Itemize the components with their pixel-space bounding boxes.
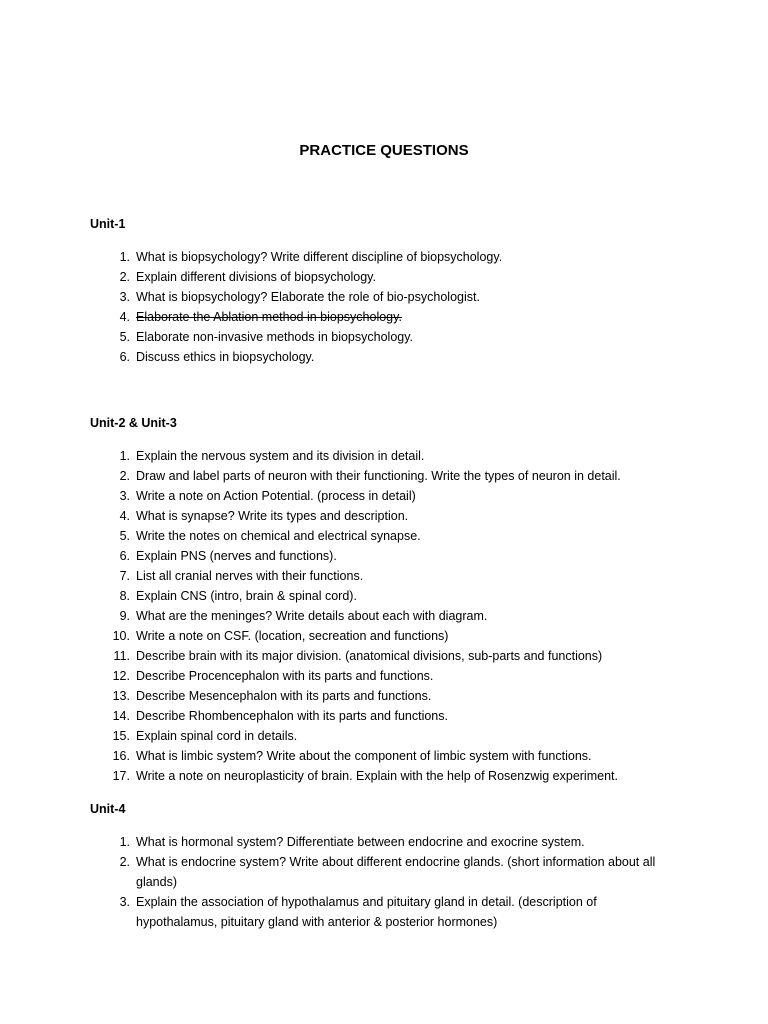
- question-text: What is limbic system? Write about the component of limbic system with functions.: [136, 749, 592, 763]
- question-text: Explain the association of hypothalamus and pituitary gland in detail. (description of hypothalamus, pituitary gland with anterior & posterior hormones): [136, 895, 597, 929]
- unit-1-question-list: [0, 247, 768, 367]
- question-item: [0, 327, 768, 347]
- unit-4-question-list: [0, 832, 768, 932]
- question-number: 15.: [112, 729, 130, 743]
- unit-4-heading: Unit-4: [90, 802, 126, 816]
- question-number: 11.: [113, 649, 130, 663]
- question-number: 2.: [119, 270, 130, 284]
- question-text: Write the notes on chemical and electrical synapse.: [136, 529, 421, 543]
- question-text: Explain CNS (intro, brain & spinal cord).: [136, 589, 357, 603]
- question-number: 5.: [119, 330, 130, 344]
- question-number: 4.: [119, 509, 130, 523]
- question-item: [0, 892, 768, 932]
- question-item: [0, 566, 768, 586]
- unit-2-3-heading: Unit-2 & Unit-3: [90, 416, 177, 430]
- question-number: 9.: [119, 609, 130, 623]
- question-number: 3.: [119, 489, 130, 503]
- question-text: Explain PNS (nerves and functions).: [136, 549, 337, 563]
- question-text: Elaborate non-invasive methods in biopsychology.: [136, 330, 414, 344]
- question-number: 1.: [119, 449, 130, 463]
- question-number: 16.: [112, 749, 130, 763]
- question-item: [0, 247, 768, 267]
- question-item: [0, 746, 768, 766]
- question-item: [0, 686, 768, 706]
- question-number: 4.: [119, 310, 130, 324]
- question-number: 6.: [119, 549, 130, 563]
- question-item: [0, 606, 768, 626]
- question-text: Explain different divisions of biopsychology.: [136, 270, 376, 284]
- question-text: Write a note on neuroplasticity of brain. Explain with the help of Rosenzwig experiment.: [136, 769, 618, 783]
- question-number: 2.: [119, 855, 130, 869]
- question-item: [0, 852, 768, 892]
- question-text: Describe brain with its major division. (anatomical divisions, sub-parts and functions): [136, 649, 603, 663]
- question-text: Describe Rhombencephalon with its parts and functions.: [136, 709, 448, 723]
- question-number: 3.: [119, 895, 130, 909]
- question-item: [0, 486, 768, 506]
- question-number: 17.: [112, 769, 130, 783]
- question-text: What is hormonal system? Differentiate between endocrine and exocrine system.: [136, 835, 585, 849]
- question-number: 13.: [112, 689, 130, 703]
- question-text: What are the meninges? Write details about each with diagram.: [136, 609, 488, 623]
- question-number: 6.: [119, 350, 130, 364]
- question-text: What is synapse? Write its types and description.: [136, 509, 409, 523]
- question-item: [0, 766, 768, 786]
- unit-2-3-question-list: [0, 446, 768, 786]
- question-item: [0, 287, 768, 307]
- question-number: 1.: [119, 250, 130, 264]
- question-text: Describe Mesencephalon with its parts and functions.: [136, 689, 432, 703]
- question-item: [0, 706, 768, 726]
- question-item: [0, 666, 768, 686]
- question-item: [0, 586, 768, 606]
- question-text: What is biopsychology? Elaborate the role of bio-psychologist.: [136, 290, 480, 304]
- question-text: Write a note on Action Potential. (process in detail): [136, 489, 416, 503]
- question-number: 1.: [119, 835, 130, 849]
- question-text: Describe Procencephalon with its parts and functions.: [136, 669, 434, 683]
- question-text: Draw and label parts of neuron with their functioning. Write the types of neuron in detail.: [136, 469, 621, 483]
- question-item: [0, 267, 768, 287]
- question-item: [0, 832, 768, 852]
- page-title: PRACTICE QUESTIONS: [299, 142, 469, 159]
- question-number: 14.: [112, 709, 130, 723]
- question-number: 7.: [119, 569, 130, 583]
- question-text: What is endocrine system? Write about different endocrine glands. (short information about all glands): [136, 855, 656, 889]
- question-item: [0, 646, 768, 666]
- question-text: List all cranial nerves with their functions.: [136, 569, 364, 583]
- question-number: 10.: [112, 629, 130, 643]
- unit-1-heading: Unit-1: [90, 217, 126, 231]
- question-text: Elaborate the Ablation method in biopsychology.: [136, 310, 402, 324]
- question-number: 12.: [112, 669, 130, 683]
- question-text: What is biopsychology? Write different discipline of biopsychology.: [136, 250, 503, 264]
- question-text: Discuss ethics in biopsychology.: [136, 350, 315, 364]
- question-item: [0, 546, 768, 566]
- question-item: [0, 726, 768, 746]
- question-text: Explain spinal cord in details.: [136, 729, 298, 743]
- question-text: Explain the nervous system and its division in detail.: [136, 449, 425, 463]
- question-number: 2.: [119, 469, 130, 483]
- question-item: [0, 626, 768, 646]
- question-item: [0, 307, 768, 327]
- question-number: 5.: [119, 529, 130, 543]
- question-text: Write a note on CSF. (location, secreation and functions): [136, 629, 449, 643]
- question-item: [0, 526, 768, 546]
- question-item: [0, 446, 768, 466]
- question-number: 8.: [119, 589, 130, 603]
- question-item: [0, 347, 768, 367]
- question-number: 3.: [119, 290, 130, 304]
- question-item: [0, 506, 768, 526]
- question-item: [0, 466, 768, 486]
